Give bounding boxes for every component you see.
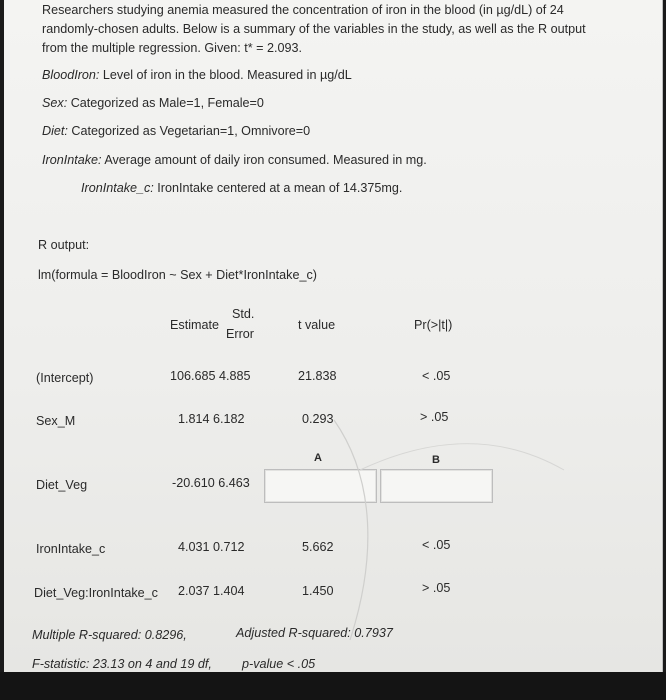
row-t-value: 5.662 bbox=[302, 540, 334, 554]
screen-bottom-edge bbox=[0, 672, 666, 700]
row-p-value: > .05 bbox=[420, 410, 449, 424]
header-error: Error bbox=[226, 327, 254, 341]
intro-line-2: randomly-chosen adults. Below is a summary of the variables in the study, as well as the R output bbox=[42, 22, 586, 36]
row-estimate-se: 4.031 0.712 bbox=[178, 540, 245, 554]
row-term: Diet_Veg bbox=[36, 478, 88, 492]
row-estimate-se: 2.037 1.404 bbox=[178, 584, 245, 598]
var-ironintake-desc: Average amount of daily iron consumed. Measured in mg. bbox=[101, 153, 427, 167]
var-bloodiron-desc: Level of iron in the blood. Measured in µg/dL bbox=[99, 68, 352, 82]
row-t-value: 0.293 bbox=[302, 412, 334, 426]
var-ironintake-c-name: IronIntake_c: bbox=[81, 181, 154, 195]
row-t-value: 21.838 bbox=[298, 369, 337, 383]
adjusted-r-squared: Adjusted R-squared: 0.7937 bbox=[236, 626, 393, 640]
f-statistic: F-statistic: 23.13 on 4 and 19 df, bbox=[32, 657, 212, 671]
multiple-r-squared: Multiple R-squared: 0.8296, bbox=[32, 628, 187, 642]
header-t-value: t value bbox=[298, 318, 336, 332]
var-sex-name: Sex: bbox=[42, 96, 68, 110]
p-value-summary: p-value < .05 bbox=[242, 657, 316, 671]
row-estimate-se: 1.814 6.182 bbox=[178, 412, 245, 426]
var-sex-desc: Categorized as Male=1, Female=0 bbox=[67, 96, 264, 110]
header-std: Std. bbox=[232, 307, 255, 321]
row-p-value: > .05 bbox=[422, 581, 451, 595]
row-t-value: 1.450 bbox=[302, 584, 334, 598]
row-term: Diet_Veg:IronIntake_c bbox=[34, 586, 158, 600]
intro-line-3: from the multiple regression. Given: t* = 2.093. bbox=[42, 41, 303, 55]
var-ironintake-name: IronIntake: bbox=[42, 153, 102, 167]
row-p-value: < .05 bbox=[422, 538, 451, 552]
var-diet-name: Diet: bbox=[42, 124, 68, 138]
answer-label-b: B bbox=[432, 454, 440, 466]
header-estimate: Estimate bbox=[170, 318, 219, 332]
row-estimate-se: 106.685 4.885 bbox=[170, 369, 251, 383]
row-term: Sex_M bbox=[36, 414, 76, 428]
var-bloodiron-name: BloodIron: bbox=[42, 68, 100, 82]
row-term: IronIntake_c bbox=[36, 542, 106, 556]
row-p-value: < .05 bbox=[422, 369, 451, 383]
var-diet-desc: Categorized as Vegetarian=1, Omnivore=0 bbox=[67, 124, 311, 138]
row-term: (Intercept) bbox=[36, 371, 94, 385]
r-output-label: R output: bbox=[38, 238, 90, 252]
header-pr: Pr(>|t|) bbox=[414, 318, 453, 332]
r-formula: lm(formula = BloodIron ~ Sex + Diet*IronIntake_c) bbox=[38, 268, 317, 282]
var-ironintake-c-desc: IronIntake centered at a mean of 14.375mg. bbox=[153, 181, 403, 195]
worksheet-page bbox=[4, 0, 663, 672]
answer-label-a: A bbox=[314, 452, 322, 464]
intro-line-1: Researchers studying anemia measured the concentration of iron in the blood (in µg/dL) of 24 bbox=[42, 3, 564, 17]
row-estimate-se: -20.610 6.463 bbox=[172, 476, 250, 490]
pencil-marks bbox=[4, 0, 662, 672]
